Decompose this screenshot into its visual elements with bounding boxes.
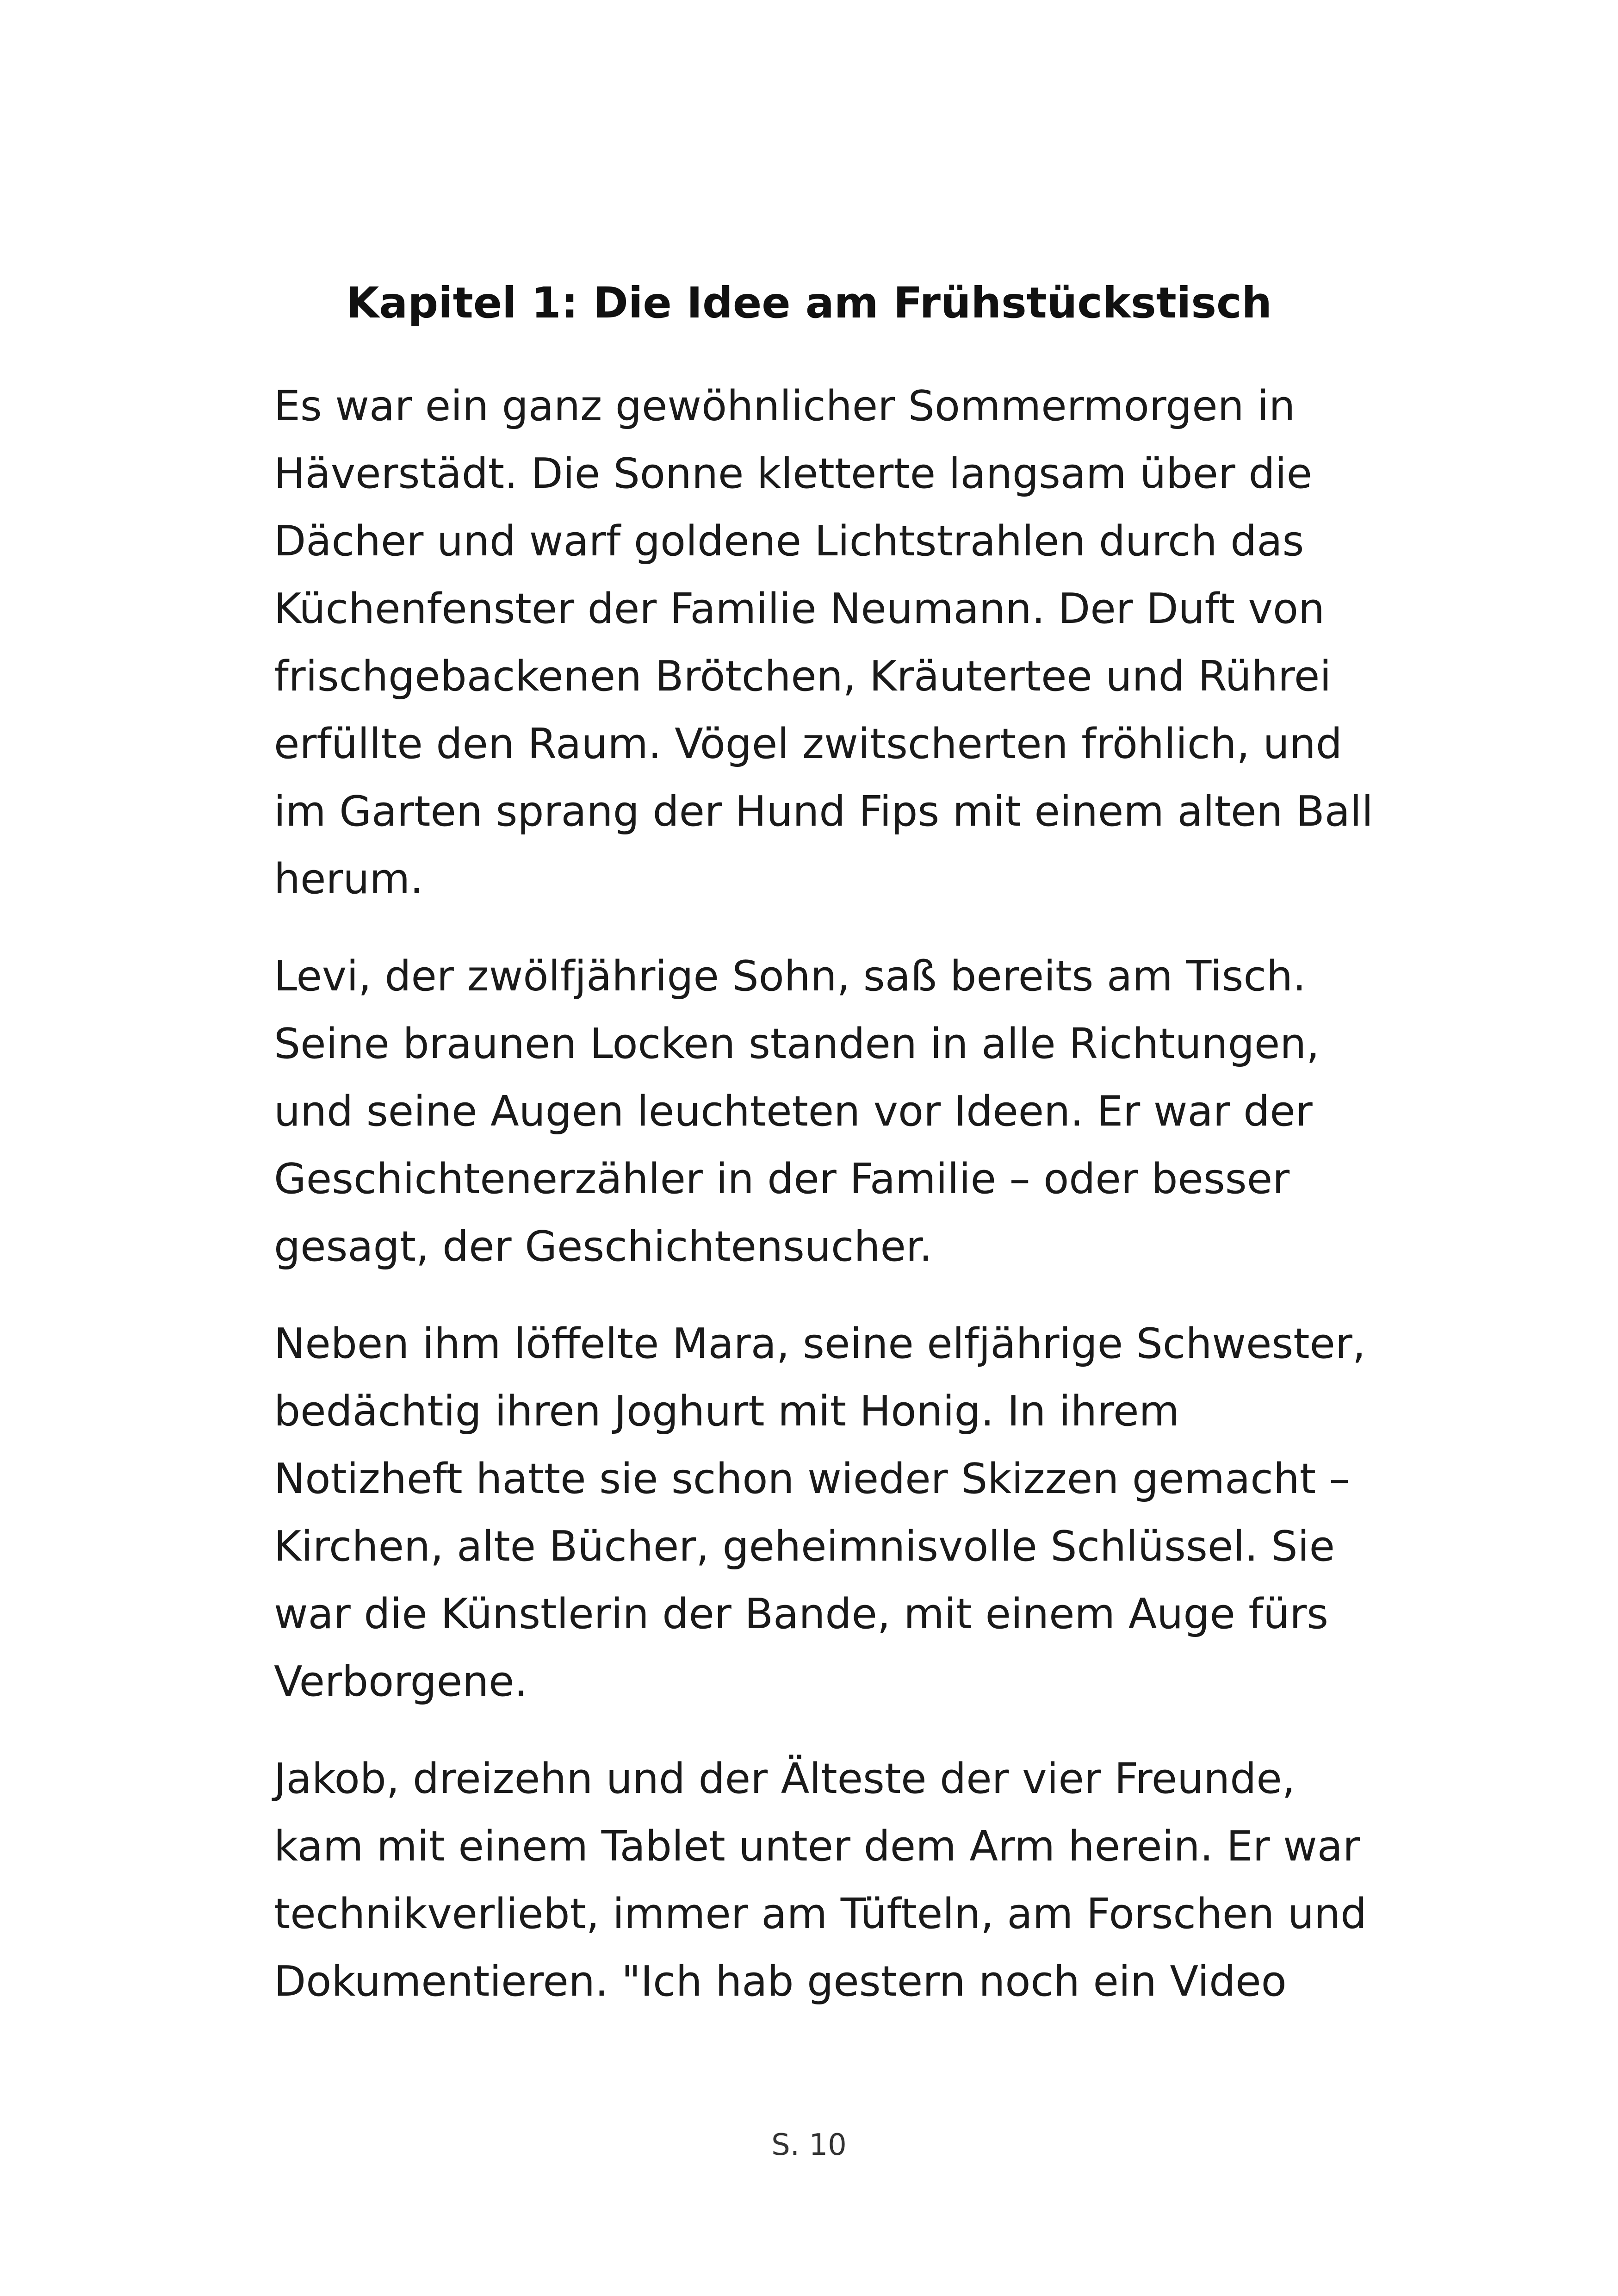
- text-line: Seine braunen Locken standen in alle Richtungen,: [274, 1020, 1320, 1068]
- text-line: erfüllte den Raum. Vögel zwitscherten fröhlich, und: [274, 720, 1342, 768]
- text-line: war die Künstlerin der Bande, mit einem Auge fürs: [274, 1590, 1329, 1638]
- text-line: gesagt, der Geschichtensucher.: [274, 1222, 933, 1271]
- text-line: Notizheft hatte sie schon wieder Skizzen gemacht –: [274, 1455, 1350, 1503]
- text-line: technikverliebt, immer am Tüfteln, am Forschen und: [274, 1890, 1367, 1938]
- text-line: Dokumentieren. "Ich hab gestern noch ein Video: [274, 1957, 1287, 2006]
- text-line: Jakob, dreizehn und der Älteste der vier Freunde,: [274, 1755, 1296, 1803]
- text-line: Dächer und warf goldene Lichtstrahlen durch das: [274, 517, 1304, 566]
- paragraph-3: [274, 1310, 1366, 1716]
- chapter-title: Kapitel 1: Die Idee am Frühstückstisch: [346, 278, 1272, 328]
- text-line: Geschichtenerzähler in der Familie – oder besser: [274, 1155, 1290, 1203]
- chapter-body: [274, 373, 1373, 2045]
- text-line: bedächtig ihren Joghurt mit Honig. In ihrem: [274, 1387, 1180, 1436]
- paragraph-1: [274, 373, 1373, 913]
- text-line: Neben ihm löffelte Mara, seine elfjährige Schwester,: [274, 1319, 1366, 1368]
- text-line: frischgebackenen Brötchen, Kräutertee und Rührei: [274, 652, 1332, 701]
- text-line: herum.: [274, 855, 423, 903]
- text-line: Verborgene.: [274, 1657, 528, 1706]
- text-line: im Garten sprang der Hund Fips mit einem alten Ball: [274, 787, 1373, 836]
- text-line: Küchenfenster der Familie Neumann. Der Duft von: [274, 585, 1325, 633]
- paragraph-4: [274, 1745, 1367, 2016]
- text-line: Es war ein ganz gewöhnlicher Sommermorgen in: [274, 382, 1296, 430]
- text-line: und seine Augen leuchteten vor Ideen. Er war der: [274, 1087, 1313, 1136]
- page-number: S. 10: [771, 2128, 847, 2162]
- text-line: kam mit einem Tablet unter dem Arm herein. Er war: [274, 1822, 1360, 1871]
- text-line: Levi, der zwölfjährige Sohn, saß bereits am Tisch.: [274, 952, 1306, 1001]
- paragraph-2: [274, 943, 1352, 1281]
- text-line: Kirchen, alte Bücher, geheimnisvolle Schlüssel. Sie: [274, 1522, 1335, 1571]
- text-line: Häverstädt. Die Sonne kletterte langsam über die: [274, 449, 1312, 498]
